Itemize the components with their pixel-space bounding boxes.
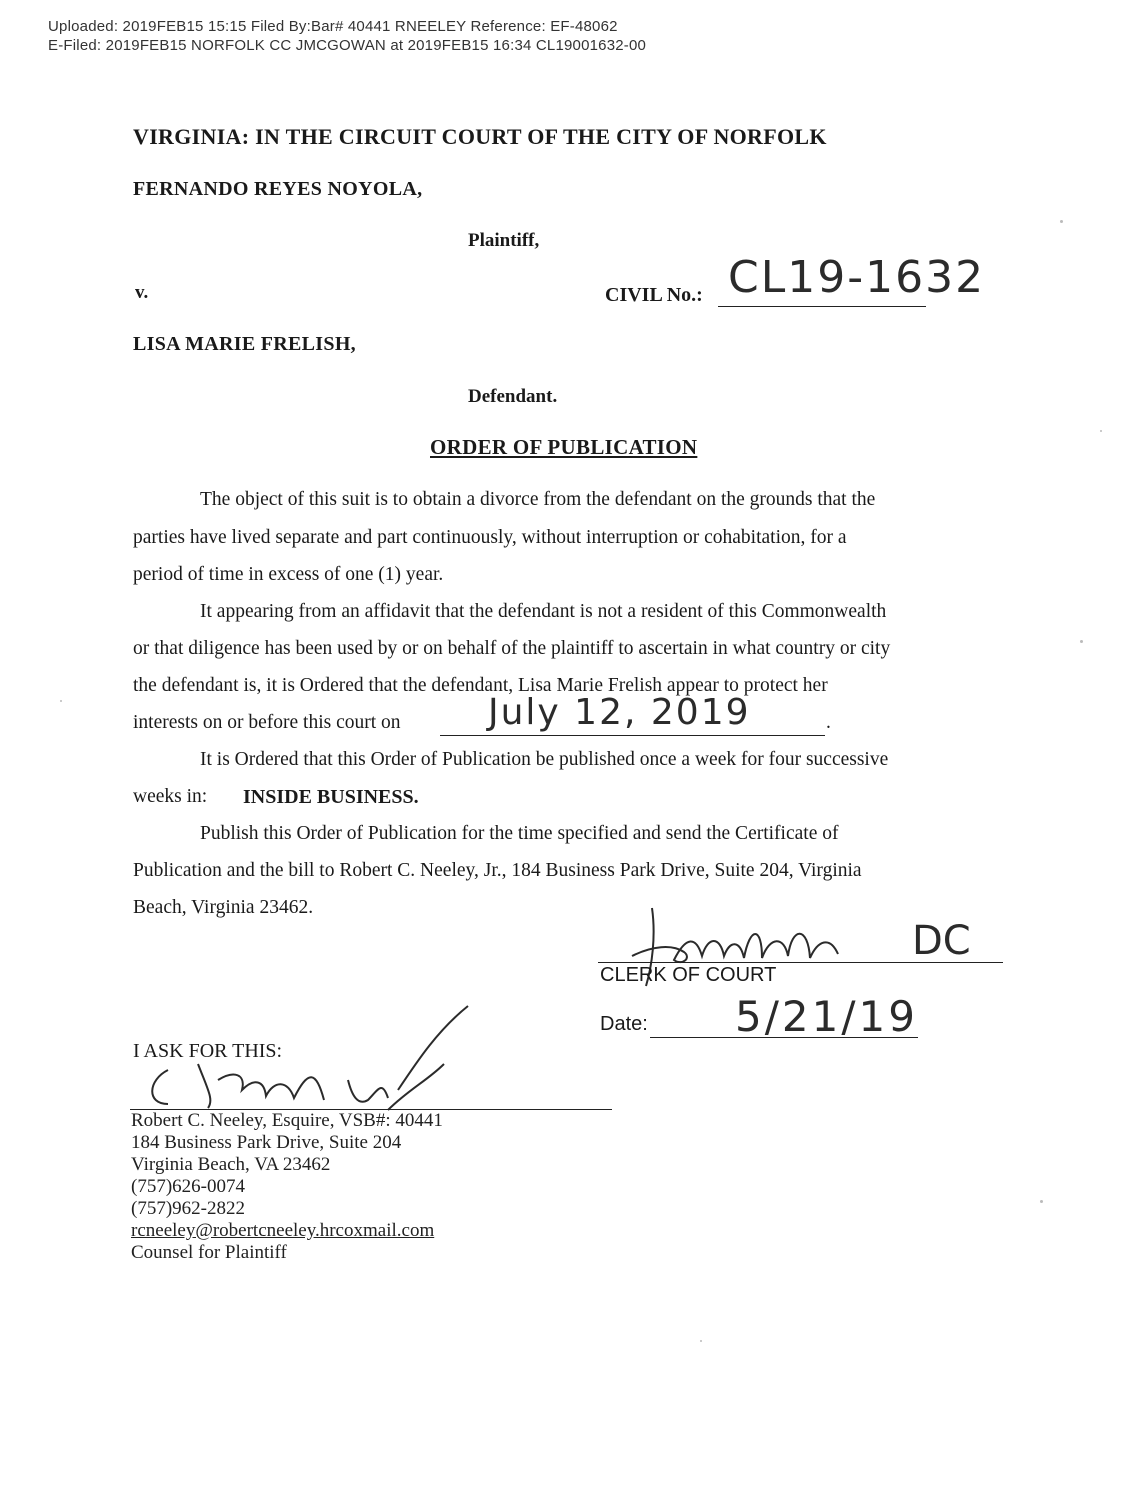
scan-speck	[700, 1340, 702, 1342]
counsel-role: Counsel for Plaintiff	[131, 1242, 287, 1263]
counsel-address-1: 184 Business Park Drive, Suite 204	[131, 1132, 402, 1153]
date-handwritten: 5/21/19	[735, 992, 918, 1041]
para2-line3: the defendant is, it is Ordered that the defendant, Lisa Marie Frelish appear to protect her	[133, 675, 828, 696]
counsel-block	[131, 1110, 443, 1264]
counsel-email[interactable]: rcneeley@robertcneeley.hrcoxmail.com	[131, 1220, 435, 1241]
defendant-name: LISA MARIE FRELISH,	[133, 333, 356, 355]
para1-line3: period of time in excess of one (1) year.	[133, 564, 444, 585]
scan-speck	[1060, 220, 1063, 223]
versus: v.	[135, 282, 149, 303]
para2-line2: or that diligence has been used by or on behalf of the plaintiff to ascertain in what country or city	[133, 638, 891, 659]
counsel-name: Robert C. Neeley, Esquire, VSB#: 40441	[131, 1110, 443, 1131]
attorney-signature	[138, 1000, 478, 1112]
plaintiff-name: FERNANDO REYES NOYOLA,	[133, 178, 423, 200]
civil-no-line	[718, 306, 926, 307]
clerk-signature-line	[598, 962, 1003, 963]
scan-speck	[1080, 640, 1083, 643]
para2-line4-prefix: interests on or before this court on	[133, 712, 401, 733]
date-label: Date:	[600, 1013, 648, 1035]
efile-stamp: E-Filed: 2019FEB15 NORFOLK CC JMCGOWAN at 2019FEB15 16:34 CL19001632-00	[48, 37, 647, 54]
scan-speck	[1100, 430, 1102, 432]
civil-no-label: CIVIL No.:	[605, 284, 703, 306]
publication-name: INSIDE BUSINESS.	[243, 786, 419, 808]
document-title: ORDER OF PUBLICATION	[430, 435, 698, 459]
court-heading: VIRGINIA: IN THE CIRCUIT COURT OF THE CITY OF NORFOLK	[133, 124, 827, 149]
appearance-date-line	[440, 735, 825, 736]
para3-line2-prefix: weeks in:	[133, 786, 208, 807]
para2-line1: It appearing from an affidavit that the defendant is not a resident of this Commonwealth	[200, 601, 887, 622]
para4-line3: Beach, Virginia 23462.	[133, 897, 314, 918]
counsel-phone-1: (757)626-0074	[131, 1176, 245, 1197]
para1-line1: The object of this suit is to obtain a divorce from the defendant on the grounds that the	[200, 489, 876, 510]
civil-no-handwritten: CL19-1632	[728, 252, 986, 303]
para2-line4-suffix: .	[826, 712, 831, 733]
scan-speck	[60, 700, 62, 702]
clerk-label: CLERK OF COURT	[600, 964, 777, 986]
scan-speck	[1040, 1200, 1043, 1203]
plaintiff-role: Plaintiff,	[468, 230, 540, 251]
para4-line1: Publish this Order of Publication for the time specified and send the Certificate of	[200, 823, 839, 844]
counsel-phone-2: (757)962-2822	[131, 1198, 245, 1219]
ask-for-this: I ASK FOR THIS:	[133, 1040, 283, 1062]
counsel-address-2: Virginia Beach, VA 23462	[131, 1154, 331, 1175]
appearance-date-handwritten: July 12, 2019	[488, 692, 751, 733]
clerk-signature-suffix: DC	[912, 918, 971, 964]
para4-line2: Publication and the bill to Robert C. Neeley, Jr., 184 Business Park Drive, Suite 204, Virginia	[133, 860, 862, 881]
defendant-role: Defendant.	[468, 386, 558, 407]
para1-line2: parties have lived separate and part continuously, without interruption or cohabitation, for a	[133, 527, 847, 548]
para3-line1: It is Ordered that this Order of Publication be published once a week for four successive	[200, 749, 889, 770]
upload-stamp: Uploaded: 2019FEB15 15:15 Filed By:Bar# 40441 RNEELEY Reference: EF-48062	[48, 18, 618, 35]
